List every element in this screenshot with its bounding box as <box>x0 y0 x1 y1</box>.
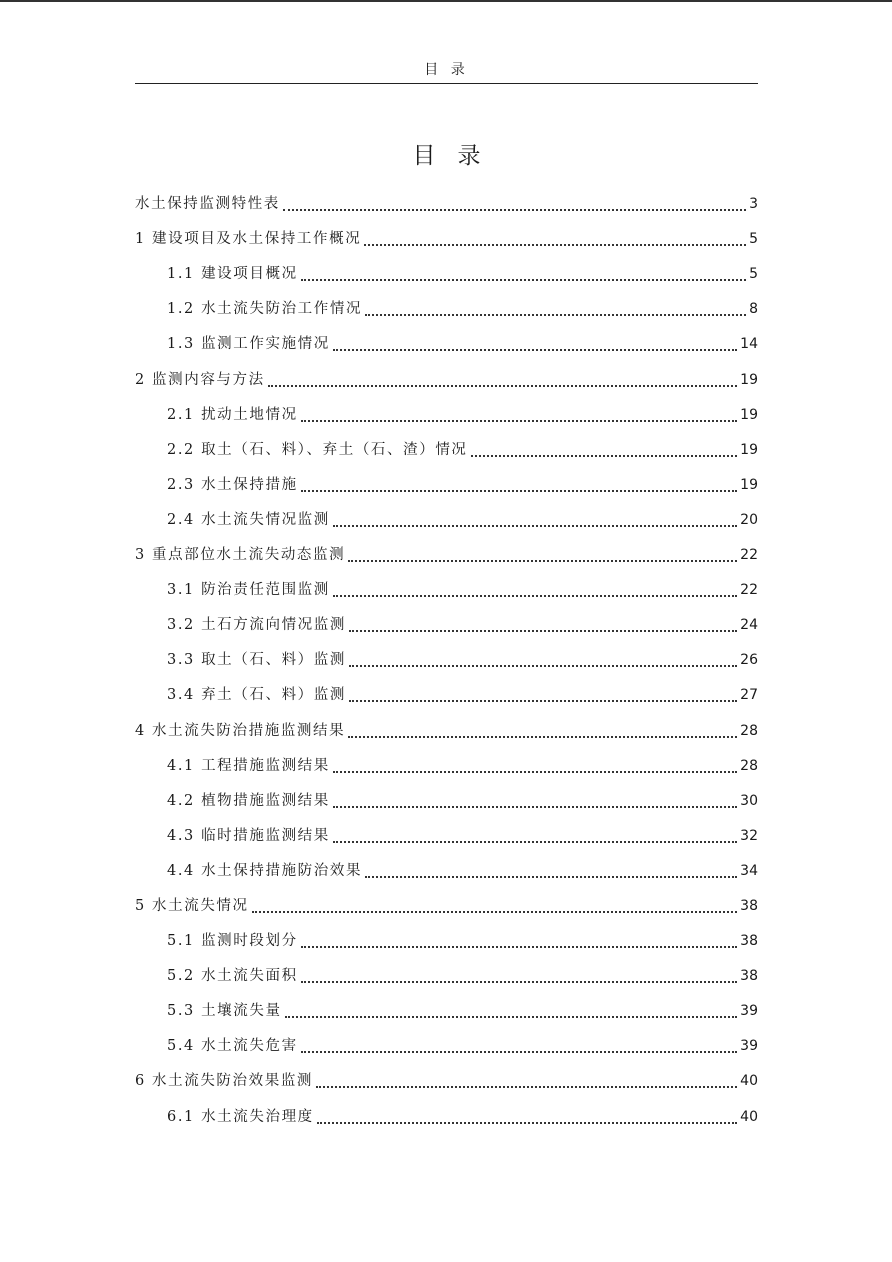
running-header-title: 目 录 <box>424 62 469 78</box>
toc-dot-leader <box>333 349 737 351</box>
toc-entry-page-number: 30 <box>740 792 758 809</box>
toc-entry-label: 2.3 水土保持措施 <box>167 476 298 493</box>
toc-entry-label: 5.2 水土流失面积 <box>167 968 298 985</box>
toc-entry-label: 5 水土流失情况 <box>135 897 249 914</box>
toc-dot-leader <box>301 946 738 948</box>
toc-entry-17[interactable] <box>135 745 758 780</box>
toc-dot-leader <box>349 700 737 702</box>
toc-entry-label: 6 水土流失防治效果监测 <box>135 1073 314 1090</box>
toc-entry-26[interactable] <box>135 1060 758 1095</box>
toc-dot-leader <box>301 490 738 492</box>
toc-entry-label: 4.4 水土保持措施防治效果 <box>167 862 363 879</box>
toc-entry-27[interactable] <box>135 1095 758 1130</box>
toc-entry-label: 2 监测内容与方法 <box>135 371 265 388</box>
toc-entry-8[interactable] <box>135 429 758 464</box>
toc-entry-22[interactable] <box>135 920 758 955</box>
toc-entry-1[interactable] <box>135 183 758 218</box>
toc-entry-5[interactable] <box>135 323 758 358</box>
toc-dot-leader <box>333 595 737 597</box>
toc-entry-page-number: 8 <box>749 301 758 318</box>
toc-entry-label: 3 重点部位水土流失动态监测 <box>135 547 346 564</box>
toc-dot-leader <box>317 1122 737 1124</box>
toc-entry-14[interactable] <box>135 639 758 674</box>
toc-entry-16[interactable] <box>135 709 758 744</box>
toc-entry-page-number: 19 <box>740 476 758 493</box>
toc-dot-leader <box>301 981 738 983</box>
toc-entry-3[interactable] <box>135 253 758 288</box>
toc-entry-label: 2.4 水土流失情况监测 <box>167 511 330 528</box>
toc-entry-19[interactable] <box>135 815 758 850</box>
toc-dot-leader <box>252 911 738 913</box>
toc-entry-page-number: 24 <box>740 617 758 634</box>
toc-entry-20[interactable] <box>135 850 758 885</box>
toc-entry-page-number: 19 <box>740 371 758 388</box>
toc-entry-11[interactable] <box>135 534 758 569</box>
toc-entry-label: 4.3 临时措施监测结果 <box>167 827 330 844</box>
toc-dot-leader <box>333 841 737 843</box>
toc-entry-label: 4 水土流失防治措施监测结果 <box>135 722 346 739</box>
toc-dot-leader <box>348 560 737 562</box>
toc-dot-leader <box>301 1051 738 1053</box>
toc-entry-page-number: 3 <box>749 196 758 213</box>
toc-entry-page-number: 14 <box>740 336 758 353</box>
toc-entry-page-number: 38 <box>740 897 758 914</box>
toc-entry-23[interactable] <box>135 955 758 990</box>
toc-dot-leader <box>283 209 746 211</box>
toc-entry-label: 5.1 监测时段划分 <box>167 933 298 950</box>
toc-dot-leader <box>349 665 737 667</box>
toc-entry-label: 4.1 工程措施监测结果 <box>167 757 330 774</box>
toc-entry-label: 水土保持监测特性表 <box>135 196 280 213</box>
toc-entry-24[interactable] <box>135 990 758 1025</box>
toc-entry-page-number: 26 <box>740 652 758 669</box>
toc-dot-leader <box>316 1086 737 1088</box>
toc-entry-10[interactable] <box>135 499 758 534</box>
toc-entry-label: 1.2 水土流失防治工作情况 <box>167 301 363 318</box>
running-header <box>135 60 758 84</box>
toc-dot-leader <box>365 314 746 316</box>
toc-entry-label: 3.3 取土（石、料）监测 <box>167 652 346 669</box>
toc-dot-leader <box>348 736 737 738</box>
toc-entry-13[interactable] <box>135 604 758 639</box>
toc-entry-page-number: 19 <box>740 441 758 458</box>
toc-entry-label: 6.1 水土流失治理度 <box>167 1108 314 1125</box>
toc-dot-leader <box>365 876 737 878</box>
toc-entry-label: 5.4 水土流失危害 <box>167 1038 298 1055</box>
toc-entry-label: 5.3 土壤流失量 <box>167 1003 282 1020</box>
toc-entry-label: 2.2 取土（石、料）、弃土（石、渣）情况 <box>167 441 468 458</box>
toc-entry-page-number: 32 <box>740 827 758 844</box>
toc-list <box>135 183 758 1131</box>
toc-entry-label: 3.4 弃土（石、料）监测 <box>167 687 346 704</box>
toc-entry-label: 1 建设项目及水土保持工作概况 <box>135 231 362 248</box>
toc-entry-7[interactable] <box>135 394 758 429</box>
toc-dot-leader <box>364 244 746 246</box>
page-top-border <box>0 0 892 2</box>
toc-dot-leader <box>333 525 737 527</box>
toc-dot-leader <box>268 385 737 387</box>
toc-entry-label: 2.1 扰动土地情况 <box>167 406 298 423</box>
toc-entry-page-number: 5 <box>749 231 758 248</box>
toc-entry-label: 3.1 防治责任范围监测 <box>167 582 330 599</box>
toc-entry-4[interactable] <box>135 288 758 323</box>
toc-entry-label: 1.1 建设项目概况 <box>167 266 298 283</box>
toc-dot-leader <box>301 279 746 281</box>
toc-entry-page-number: 39 <box>740 1038 758 1055</box>
toc-entry-page-number: 27 <box>740 687 758 704</box>
toc-dot-leader <box>471 455 738 457</box>
toc-dot-leader <box>349 630 737 632</box>
toc-entry-18[interactable] <box>135 780 758 815</box>
toc-entry-page-number: 39 <box>740 1003 758 1020</box>
toc-entry-page-number: 5 <box>749 266 758 283</box>
toc-entry-6[interactable] <box>135 358 758 393</box>
toc-entry-page-number: 20 <box>740 511 758 528</box>
toc-entry-page-number: 38 <box>740 933 758 950</box>
toc-entry-12[interactable] <box>135 569 758 604</box>
toc-entry-page-number: 22 <box>740 547 758 564</box>
toc-entry-25[interactable] <box>135 1025 758 1060</box>
toc-dot-leader <box>333 806 737 808</box>
toc-entry-21[interactable] <box>135 885 758 920</box>
toc-dot-leader <box>285 1016 738 1018</box>
toc-entry-page-number: 22 <box>740 582 758 599</box>
toc-title: 目录 <box>412 143 503 169</box>
toc-entry-page-number: 40 <box>740 1073 758 1090</box>
toc-entry-2[interactable] <box>135 218 758 253</box>
toc-dot-leader <box>333 771 737 773</box>
toc-entry-page-number: 34 <box>740 862 758 879</box>
toc-dot-leader <box>301 420 738 422</box>
toc-entry-page-number: 28 <box>740 757 758 774</box>
toc-entry-page-number: 38 <box>740 968 758 985</box>
toc-entry-page-number: 28 <box>740 722 758 739</box>
toc-entry-page-number: 19 <box>740 406 758 423</box>
toc-entry-15[interactable] <box>135 674 758 709</box>
toc-entry-9[interactable] <box>135 464 758 499</box>
toc-entry-label: 3.2 土石方流向情况监测 <box>167 617 346 634</box>
toc-entry-label: 4.2 植物措施监测结果 <box>167 792 330 809</box>
toc-entry-label: 1.3 监测工作实施情况 <box>167 336 330 353</box>
toc-entry-page-number: 40 <box>740 1108 758 1125</box>
